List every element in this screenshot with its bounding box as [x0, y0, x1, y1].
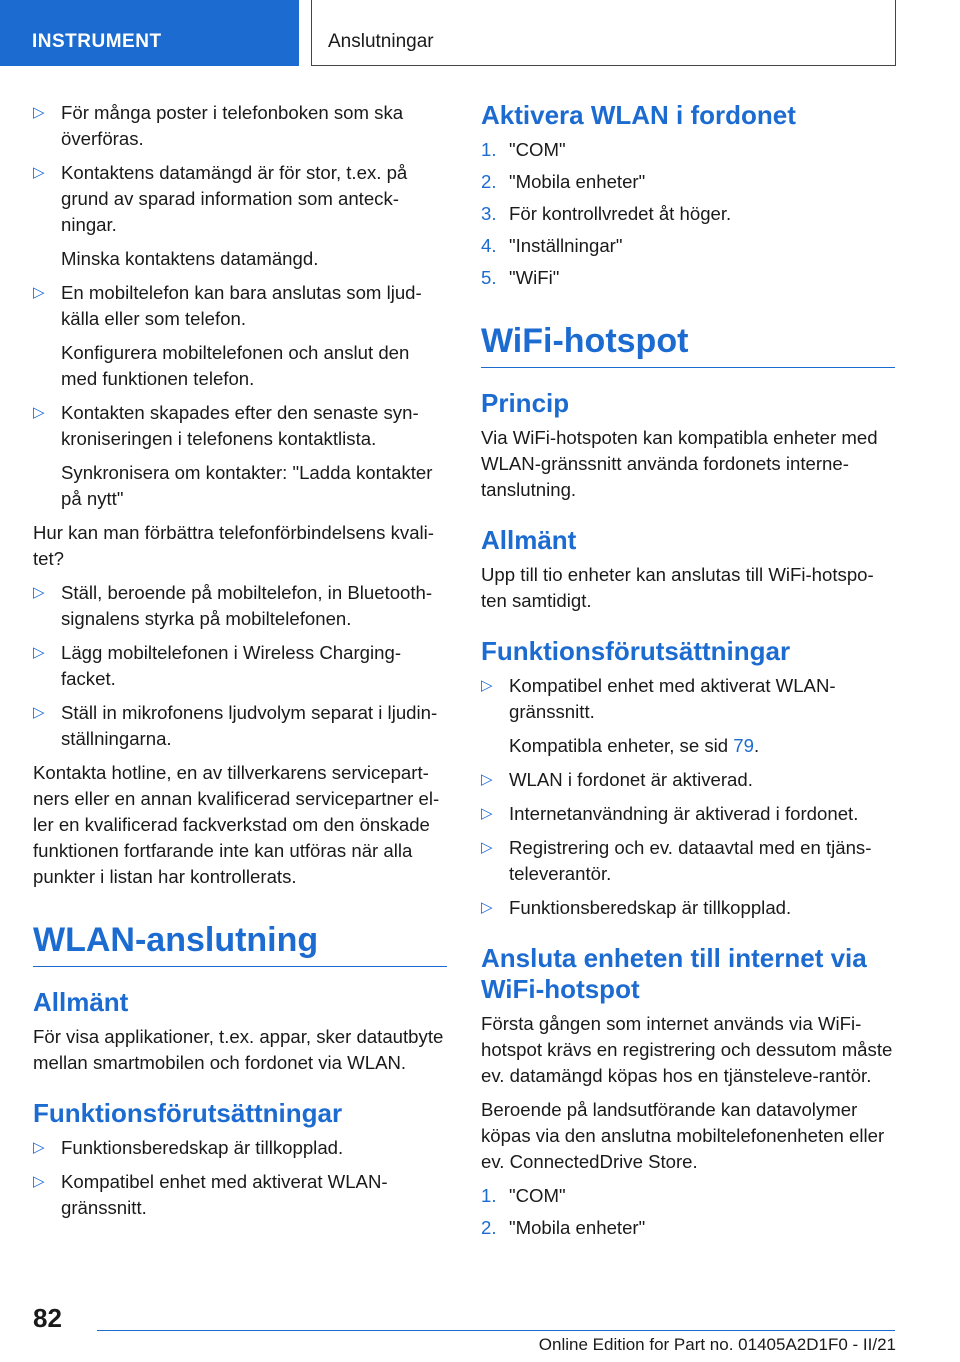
list-item: ▷ Kontaktens datamängd är för stor, t.ex. på grund av sparad information som anteck‐ningar. — [33, 162, 408, 235]
list-item: ▷ Kompatibel enhet med aktiverat WLAN-gränssnitt. — [481, 675, 836, 722]
list-item-note: Kompatibla enheter, se sid 79. — [509, 735, 760, 756]
step-item: 1. "COM" — [481, 1183, 895, 1209]
list-item-note: Synkronisera om kontakter: "Ladda kontakter på nytt" — [61, 462, 433, 509]
triangle-bullet-icon: ▷ — [481, 677, 493, 694]
section-heading: WiFi-hotspot — [481, 321, 895, 368]
left-column — [33, 100, 447, 1229]
step-number: 2. — [481, 1217, 497, 1238]
list-item-note: Konfigurera mobiltelefonen och anslut den med funktionen telefon. — [61, 342, 410, 389]
triangle-bullet-icon: ▷ — [33, 644, 45, 661]
step-number: 2. — [481, 171, 497, 192]
section-label: INSTRUMENT — [0, 0, 299, 66]
step-item: 2. "Mobila enheter" — [481, 1215, 895, 1241]
step-item: 1. "COM" — [481, 137, 895, 163]
page-number: 82 — [33, 1303, 62, 1333]
right-column — [481, 100, 895, 1247]
step-item: 5. "WiFi" — [481, 265, 895, 291]
triangle-bullet-icon: ▷ — [33, 104, 45, 121]
subsection-heading: Funktionsförutsättningar — [481, 636, 791, 666]
step-number: 3. — [481, 203, 497, 224]
list-item: ▷ Registrering och ev. dataavtal med en tjäns‐televerantör. — [481, 837, 872, 884]
triangle-bullet-icon: ▷ — [33, 284, 45, 301]
list-item: ▷ Internetanvändning är aktiverad i fordonet. — [481, 801, 895, 827]
list-item: ▷ Kompatibel enhet med aktiverat WLAN-gränssnitt. — [33, 1171, 388, 1218]
step-item: 4. "Inställningar" — [481, 233, 895, 259]
step-number: 5. — [481, 267, 497, 288]
body-paragraph: Första gången som internet används via WiFi-hotspot krävs en registrering och dessutom måste ev. datamängd köpas hos en tjänsteleve‐rantör. — [481, 1013, 893, 1086]
triangle-bullet-icon: ▷ — [481, 899, 493, 916]
list-item: ▷ WLAN i fordonet är aktiverad. — [481, 767, 895, 793]
triangle-bullet-icon: ▷ — [33, 404, 45, 421]
triangle-bullet-icon: ▷ — [33, 584, 45, 601]
subsection-heading: Princip — [481, 388, 570, 418]
body-paragraph: Upp till tio enheter kan anslutas till WiFi-hotspo‐ten samtidigt. — [481, 564, 874, 611]
question-paragraph: Hur kan man förbättra telefonförbindelsens kvali‐tet? — [33, 522, 435, 569]
page-reference-link[interactable]: 79 — [733, 735, 754, 756]
list-item: ▷ En mobiltelefon kan bara anslutas som ljud‐källa eller som telefon. — [33, 282, 422, 329]
subsection-heading: Ansluta enheten till internet via WiFi-hotspot — [481, 943, 867, 1004]
chapter-title: Anslutningar — [311, 0, 896, 66]
subsection-heading: Aktivera WLAN i fordonet — [481, 100, 796, 130]
triangle-bullet-icon: ▷ — [33, 1139, 45, 1156]
page-header — [0, 0, 960, 66]
section-heading: WLAN-anslutning — [33, 920, 447, 967]
subsection-heading: Allmänt — [481, 525, 577, 555]
list-item: ▷ Funktionsberedskap är tillkopplad. — [33, 1135, 447, 1161]
step-number: 4. — [481, 235, 497, 256]
subsection-heading: Allmänt — [33, 987, 129, 1017]
triangle-bullet-icon: ▷ — [481, 771, 493, 788]
step-item: 2. "Mobila enheter" — [481, 169, 895, 195]
triangle-bullet-icon: ▷ — [33, 1173, 45, 1190]
triangle-bullet-icon: ▷ — [33, 704, 45, 721]
list-item: ▷ Ställ, beroende på mobiltelefon, in Bluetooth-signalens styrka på mobiltelefonen. — [33, 582, 433, 629]
subsection-heading: Funktionsförutsättningar — [33, 1098, 343, 1128]
list-item: ▷ För många poster i telefonboken som ska överföras. — [33, 102, 404, 149]
footer-divider — [97, 1330, 895, 1331]
triangle-bullet-icon: ▷ — [33, 164, 45, 181]
triangle-bullet-icon: ▷ — [481, 839, 493, 856]
body-paragraph: Via WiFi-hotspoten kan kompatibla enheter med WLAN-gränssnitt använda fordonets interne‐tanslutning. — [481, 427, 878, 500]
list-item: ▷ Lägg mobiltelefonen i Wireless Charging-facket. — [33, 642, 402, 689]
step-number: 1. — [481, 139, 497, 160]
step-item: 3. För kontrollvredet åt höger. — [481, 201, 895, 227]
step-number: 1. — [481, 1185, 497, 1206]
list-item-note: Minska kontaktens datamängd. — [61, 248, 319, 269]
body-paragraph: För visa applikationer, t.ex. appar, sker datautbyte mellan smartmobilen och fordonet via WLAN. — [33, 1026, 444, 1073]
triangle-bullet-icon: ▷ — [481, 805, 493, 822]
body-paragraph: Kontakta hotline, en av tillverkarens servicepart‐ners eller en annan kvalificerad servicepartner el‐ler en kvalificerad fackverkstad om den önskade funktionen fortfarande inte kan utföras när alla punkter i listan har kontrollerats. — [33, 762, 440, 887]
edition-label: Online Edition for Part no. 01405A2D1F0 - II/21 — [538, 1335, 896, 1354]
list-item: ▷ Kontakten skapades efter den senaste syn‐kroniseringen i telefonens kontaktlista. — [33, 402, 419, 449]
list-item: ▷ Ställ in mikrofonens ljudvolym separat i ljudin‐ställningarna. — [33, 702, 438, 749]
list-item: ▷ Funktionsberedskap är tillkopplad. — [481, 895, 895, 921]
body-paragraph: Beroende på landsutförande kan datavolymer köpas via den anslutna mobiltelefonenheten eller ev. ConnectedDrive Store. — [481, 1099, 885, 1172]
